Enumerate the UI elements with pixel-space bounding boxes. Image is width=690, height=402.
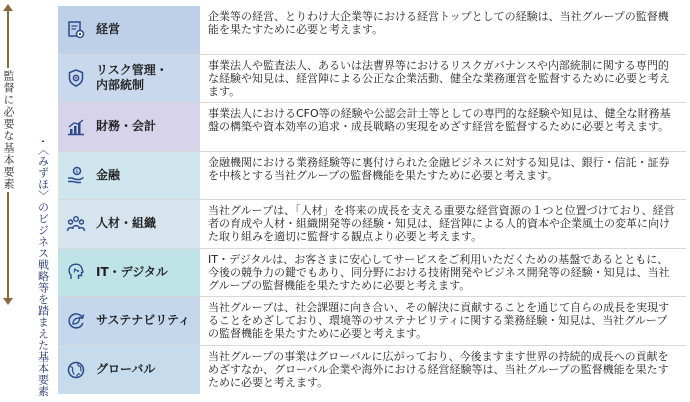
- gear-document-icon: [66, 20, 86, 40]
- skill-row-sustainability: [58, 297, 686, 346]
- shield-gear-icon: [66, 68, 86, 88]
- skill-description: 金融機関における業務経験等に裏付けられた金融ビジネスに対する知見は、銀行・信託・証券を中核とする当社グループの監督機能を果たすために必要と考えます。: [200, 152, 686, 200]
- skill-category: [58, 55, 200, 103]
- skill-row-finance: [58, 152, 686, 201]
- skill-description: 当社グループは、社会課題に向き合い、その解決に貢献することを通じて自らの成長を実現することをめざしており、環境等のサステナビリティに関する業務経験・知見は、当社グループの監督機能を果たすために必要と考えます。: [200, 297, 686, 345]
- skill-description: 当社グループは、「人材」を将来の成長を支える重要な経営資源の１つと位置づけており、経営者の育成や人材・組織開発等の経験・知見は、経営陣による人的資本や企業風土の変革に向けた取り組みを適切に監督する観点より必要と考えます。: [200, 200, 686, 248]
- skills-table: [58, 6, 686, 394]
- skill-category: [58, 249, 200, 297]
- leaf-cycle-icon: [66, 311, 86, 331]
- skill-category: [58, 103, 200, 151]
- skill-category: [58, 6, 200, 54]
- skill-label: 金融: [96, 167, 121, 182]
- skill-description: 企業等の経営、とりわけ大企業等における経営トップとしての経験は、当社グループの監督機能を果たすために必要と考えます。: [200, 6, 686, 54]
- supervisory-elements-bracket: [3, 4, 15, 309]
- people-icon: [66, 214, 86, 234]
- skill-description: 事業法人におけるCFO等の経験や公認会計士等としての専門的な経験や知見は、健全な財務基盤の構築や資本効率の追求・成長戦略の実現をめざす経営を監督するために必要と考えます。: [200, 103, 686, 151]
- skill-row-global: [58, 346, 686, 395]
- strategy-elements-label: 〈みずほ〉のビジネス戦略等を踏まえた基本要素: [36, 144, 50, 397]
- hand-coin-icon: [66, 165, 86, 185]
- globe-icon: [66, 360, 86, 380]
- skill-label: 経営: [96, 22, 121, 37]
- bar-chart-icon: [66, 117, 86, 137]
- skill-row-risk-management: [58, 55, 686, 104]
- skill-category: [58, 346, 200, 395]
- strategy-elements-bracket: [38, 140, 50, 402]
- arrow-down-icon: [3, 298, 13, 305]
- skill-row-it-digital: [58, 249, 686, 298]
- skill-row-management: [58, 6, 686, 55]
- digital-head-icon: [66, 262, 86, 282]
- skill-label: IT・デジタル: [96, 264, 168, 279]
- skill-category: [58, 200, 200, 248]
- skill-row-finance-accounting: [58, 103, 686, 152]
- skill-description: 当社グループの事業はグローバルに広がっており、今後ますます世界の持続的成長への貢献をめざすなか、グローバル企業や海外における経営経験等は、当社グループの監督機能を果たすために必要と考えます。: [200, 346, 686, 395]
- svg-text:$: $: [75, 169, 79, 176]
- skill-category: [58, 152, 200, 200]
- skill-label: グローバル: [96, 362, 156, 377]
- skill-label: 財務・会計: [96, 119, 157, 134]
- skill-label: 人材・組織: [96, 216, 157, 231]
- supervisory-elements-label: 監督に必要な基本要素: [2, 70, 15, 190]
- skill-label: リスク管理・ 内部統制: [96, 63, 168, 93]
- skill-description: 事業法人や監査法人、あるいは法曹界等におけるリスクガバナンスや内部統制に関する専門的な経験や知見は、経営陣による公正な企業活動、健全な業務運営を監督するために必要と考えます。: [200, 55, 686, 103]
- skill-description: IT・デジタルは、お客さまに安心してサービスをご利用いただくための基盤であるとともに、今後の競争力の鍵でもあり、同分野における技術開発やビジネス開発等の経験・知見は、当社グループの監督機能を果たすために必要と考えます。: [200, 249, 686, 297]
- skill-label: サステナビリティ: [96, 313, 191, 328]
- skill-row-human-resources: [58, 200, 686, 249]
- skill-category: [58, 297, 200, 345]
